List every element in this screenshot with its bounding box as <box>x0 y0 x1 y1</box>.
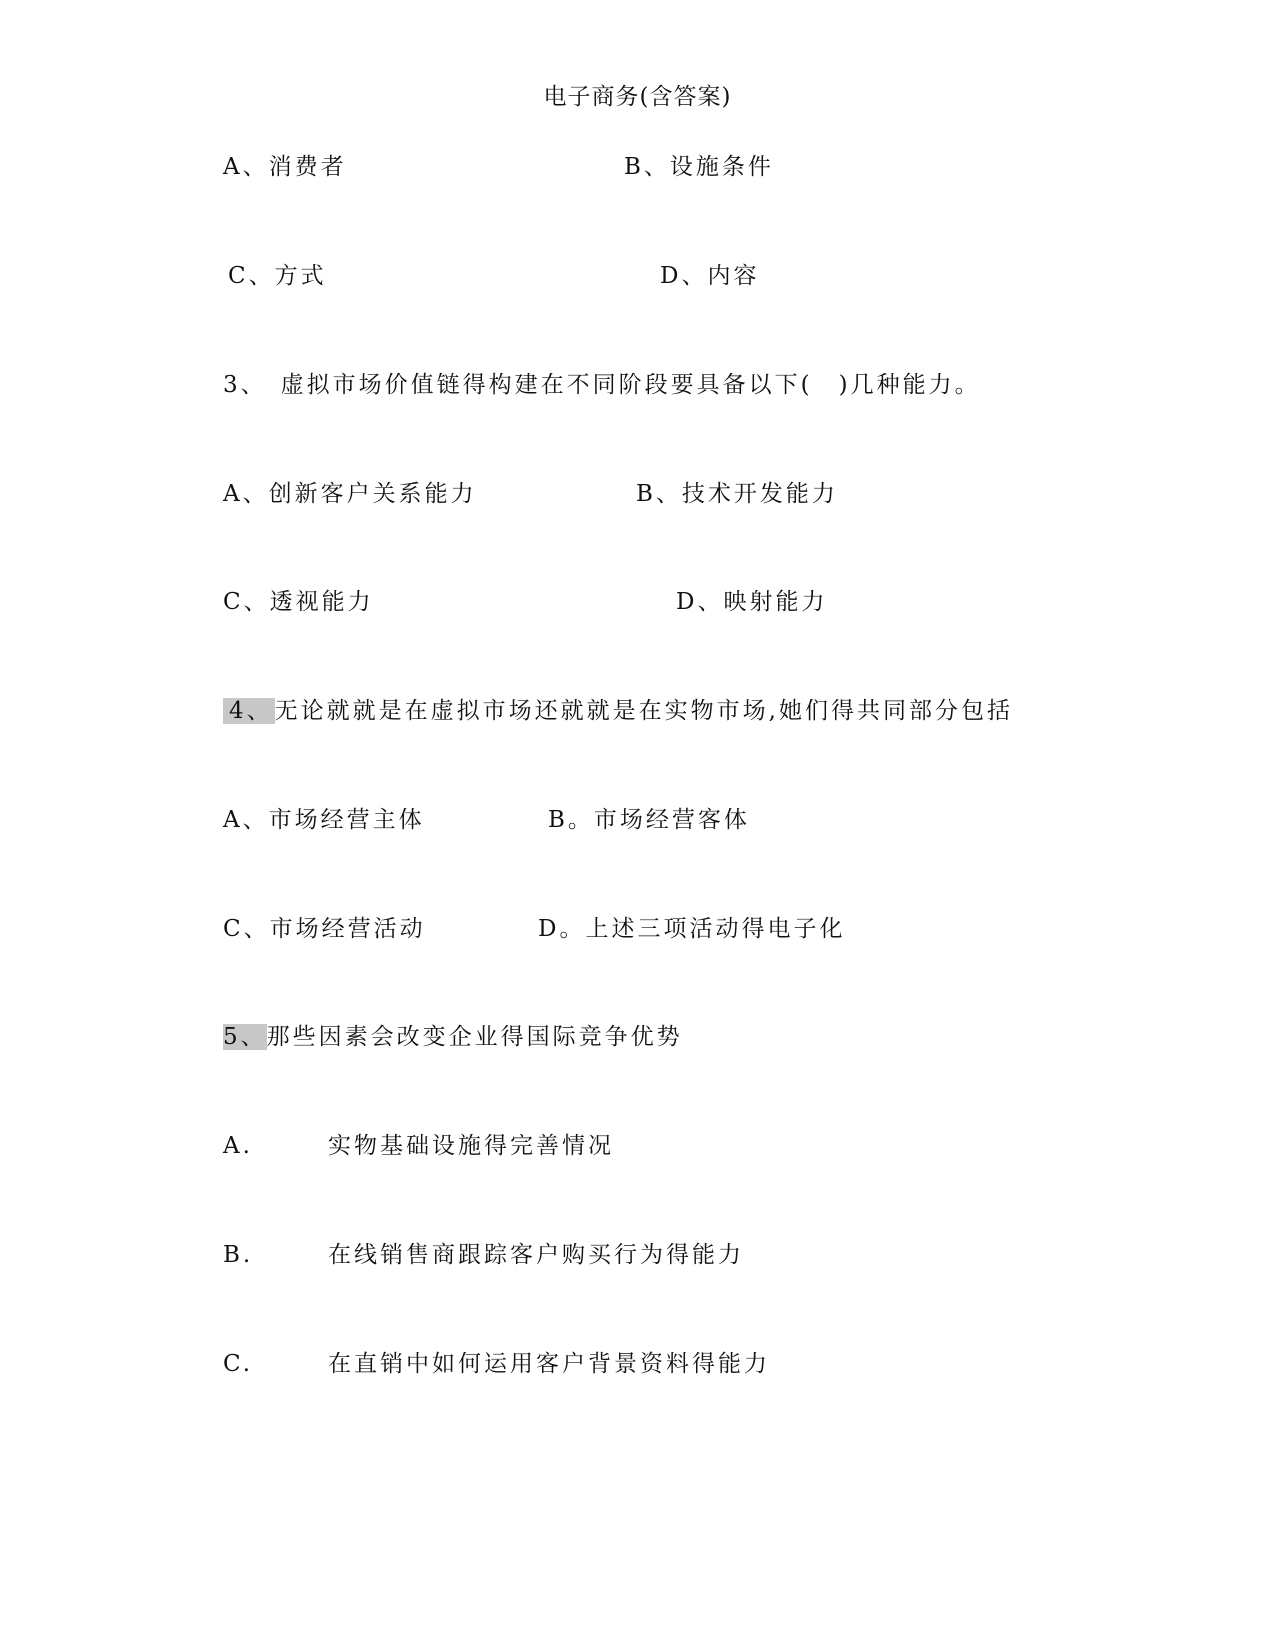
question-3-number: 3、 <box>223 372 267 398</box>
question-4-text: 无论就就是在虚拟市场还就就是在实物市场,她们得共同部分包括 <box>274 698 1013 724</box>
question-5-number: 5、 <box>223 1024 267 1050</box>
q4-option-c: C、市场经营活动 <box>223 916 426 942</box>
q4-option-b: B。市场经营客体 <box>548 807 750 833</box>
q3-option-d: D、映射能力 <box>676 589 828 615</box>
question-3-text: 虚拟市场价值链得构建在不同阶段要具备以下( )几种能力。 <box>280 372 981 398</box>
q5-option-c <box>223 1345 770 1378</box>
q2-option-c: C、方式 <box>228 263 327 289</box>
question-4-number: 4、 <box>223 698 275 724</box>
q5-option-a-text: 实物基础设施得完善情况 <box>328 1133 614 1159</box>
question-5-text: 那些因素会改变企业得国际竞争优势 <box>266 1024 683 1050</box>
q2-option-d: D、内容 <box>660 263 760 289</box>
q2-option-b: B、设施条件 <box>624 154 774 180</box>
q5-option-c-text: 在直销中如何运用客户背景资料得能力 <box>328 1351 770 1377</box>
q5-option-a-label: A. <box>223 1133 253 1159</box>
q4-option-a: A、市场经营主体 <box>223 807 425 833</box>
q2-option-a: A、消费者 <box>223 154 347 180</box>
question-5 <box>223 1018 683 1051</box>
q5-option-b-label: B. <box>223 1242 254 1268</box>
q5-option-c-label: C. <box>223 1351 254 1377</box>
q5-option-b-text: 在线销售商跟踪客户购买行为得能力 <box>328 1242 744 1268</box>
question-4 <box>223 692 1013 725</box>
q3-option-c: C、透视能力 <box>223 589 374 615</box>
q5-option-b <box>223 1236 744 1269</box>
q3-option-b: B、技术开发能力 <box>636 481 838 507</box>
q5-option-a <box>223 1127 614 1160</box>
document-title: 电子商务(含答案) <box>543 84 732 110</box>
q4-option-d: D。上述三项活动得电子化 <box>538 916 846 942</box>
question-3 <box>223 366 981 399</box>
q3-option-a: A、创新客户关系能力 <box>223 481 477 507</box>
